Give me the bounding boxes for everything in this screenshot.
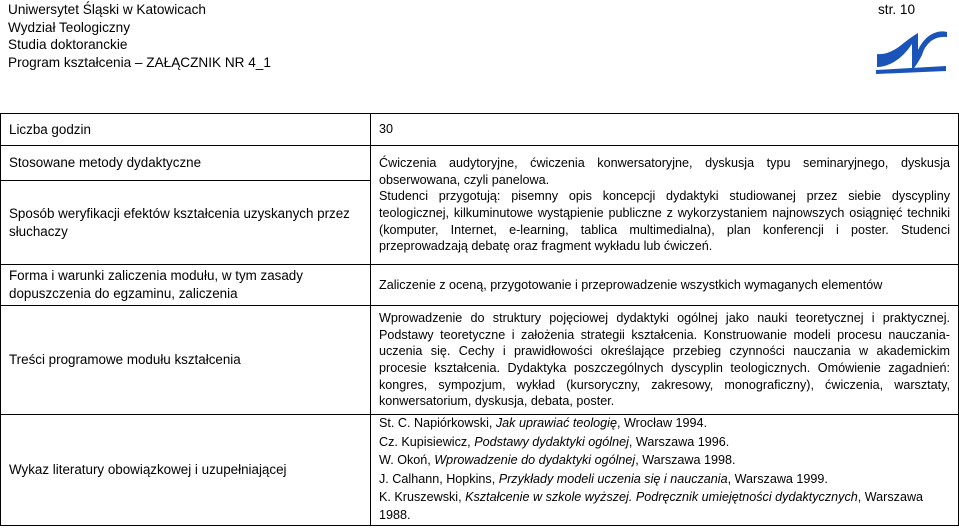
document-header	[8, 1, 271, 71]
verification-value: Studenci przygotują: pisemny opis koncepcji dydaktyki studiowanej przez siebie dyscypliny teologicznej, kilkuminutowe wystąpienie publiczne z wykorzystaniem najnowszych osiągnięć techniki (komputer, Internet, e-learning, tablica multimedialna), plan konferencji i poster. Studenci przeprowadzają debatę oraz fragment wykładu lub ćwiczeń.	[379, 189, 950, 254]
literature-item: J. Calhann, Hopkins, Przykłady modeli uczenia się i nauczania, Warszawa 1999.	[379, 471, 828, 486]
page-number: str. 10	[878, 2, 916, 17]
studies-name: Studia doktoranckie	[8, 37, 128, 53]
verification-label: Sposób weryfikacji efektów kształcenia uzyskanych przez słuchaczy	[1, 181, 371, 265]
literature-item: Cz. Kupisiewicz, Podstawy dydaktyki ogólnej, Warszawa 1996.	[379, 434, 730, 449]
content-label: Treści programowe modułu kształcenia	[1, 306, 371, 415]
module-details-table	[0, 113, 959, 526]
row-content	[1, 306, 959, 415]
university-name: Uniwersytet Śląski w Katowicach	[8, 2, 206, 17]
hours-label: Liczba godzin	[1, 114, 371, 146]
methods-label: Stosowane metody dydaktyczne	[1, 146, 371, 181]
methods-value: Ćwiczenia audytoryjne, ćwiczenia konwersatoryjne, dyskusja typu seminaryjnego, dyskusja obserwowana, czyli panelowa.	[379, 156, 950, 187]
faculty-name: Wydział Teologiczny	[8, 19, 131, 35]
row-conditions	[1, 265, 959, 306]
conditions-label: Forma i warunki zaliczenia modułu, w tym zasady dopuszczenia do egzaminu, zaliczenia	[1, 265, 371, 306]
row-literature	[1, 415, 959, 526]
conditions-value: Zaliczenie z oceną, przygotowanie i przeprowadzenie wszystkich wymaganych elementów	[371, 265, 959, 306]
logo-shape	[876, 31, 947, 74]
literature-item: K. Kruszewski, Kształcenie w szkole wyższej. Podręcznik umiejętności dydaktycznych, Warszawa 1988.	[379, 490, 924, 522]
row-methods	[1, 146, 959, 181]
university-logo-icon	[874, 24, 948, 74]
hours-value: 30	[371, 114, 959, 146]
literature-list	[371, 415, 959, 526]
program-title: Program kształcenia – ZAŁĄCZNIK NR 4_1	[8, 54, 271, 70]
literature-label: Wykaz literatury obowiązkowej i uzupełniającej	[1, 415, 371, 526]
literature-item: St. C. Napiórkowski, Jak uprawiać teologię, Wrocław 1994.	[379, 416, 708, 430]
literature-item: W. Okoń, Wprowadzenie do dydaktyki ogólnej, Warszawa 1998.	[379, 453, 736, 468]
row-hours	[1, 114, 959, 146]
methods-verification-value	[371, 146, 959, 265]
content-value: Wprowadzenie do struktury pojęciowej dydaktyki ogólnej jako nauki teoretycznej i praktycznej. Podstawy teoretyczne i założenia strategii kształcenia. Konstruowanie modeli procesu nauczania-uczenia się. Cechy i prawidłowości określające przebieg czynności nauczania w akademickim procesie kształcenia. Dydaktyka poszczególnych dyscyplin teologicznych. Omówienie zagadnień: kongres, sympozjum, wykład (kursoryczny, zakresowy, monograficzny), ćwiczenia, warsztaty, konwersatorium, dyskusja, debata, poster.	[371, 306, 959, 415]
